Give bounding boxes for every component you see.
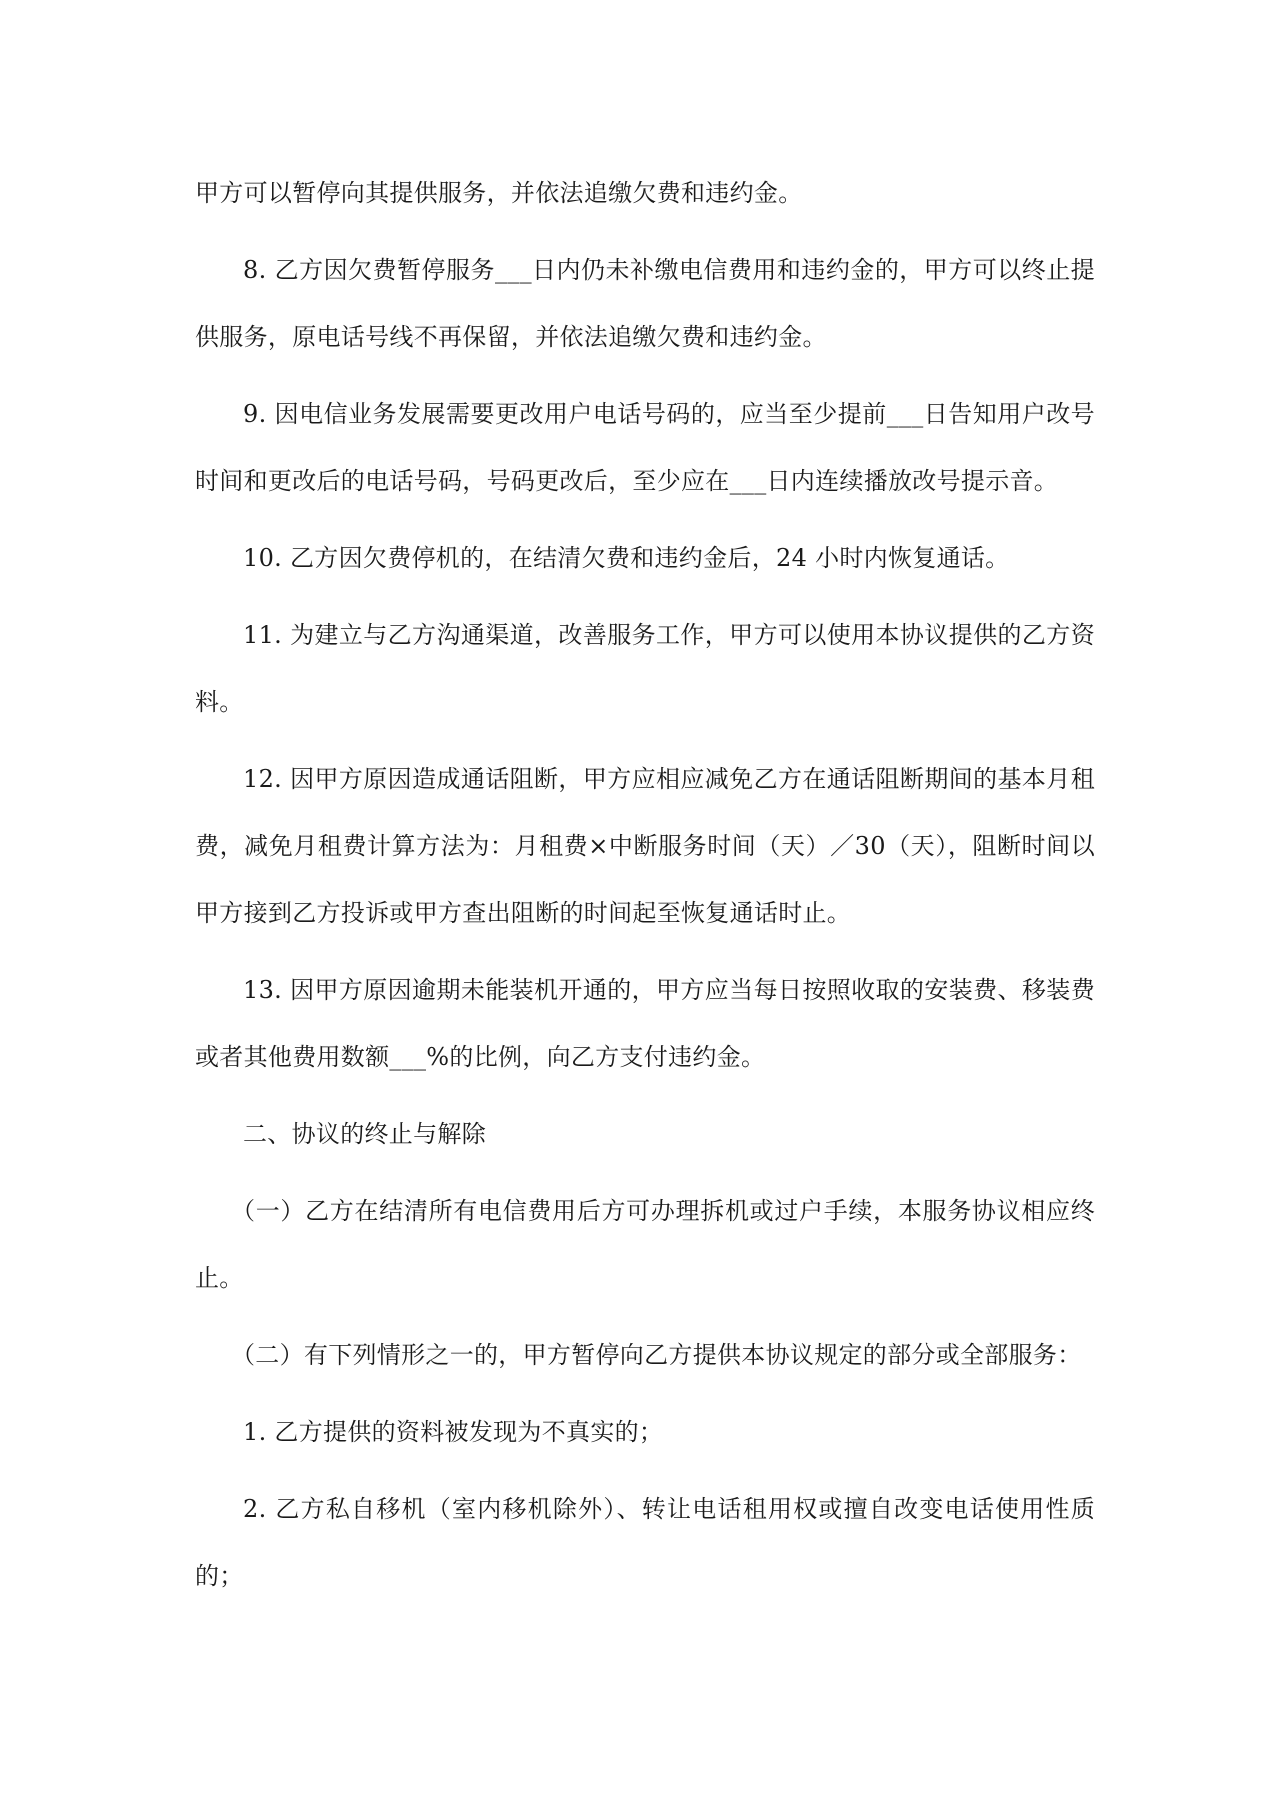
clause-10: 10. 乙方因欠费停机的，在结清欠费和违约金后，24 小时内恢复通话。 xyxy=(243,544,1010,572)
clause-9: 9. 因电信业务发展需要更改用户电话号码的，应当至少提前___日告知用户改号时间和更改后的电话号码，号码更改后，至少应在___日内连续播放改号提示音。 xyxy=(195,400,1095,495)
clause-13: 13. 因甲方原因逾期未能装机开通的，甲方应当每日按照收取的安装费、移装费或者其他费用数额___%的比例，向乙方支付违约金。 xyxy=(195,976,1095,1071)
subsection-2: （二）有下列情形之一的，甲方暂停向乙方提供本协议规定的部分或全部服务： xyxy=(231,1341,1082,1369)
document-page xyxy=(195,160,1095,1620)
list-item-2: 2. 乙方私自移机（室内移机除外）、转让电话租用权或擅自改变电话使用性质的； xyxy=(195,1495,1095,1590)
clause-8: 8. 乙方因欠费暂停服务___日内仍未补缴电信费用和违约金的，甲方可以终止提供服务，原电话号线不再保留，并依法追缴欠费和违约金。 xyxy=(195,256,1095,351)
list-item-1: 1. 乙方提供的资料被发现为不真实的； xyxy=(243,1418,664,1446)
clause-12: 12. 因甲方原因造成通话阻断，甲方应相应减免乙方在通话阻断期间的基本月租费，减免月租费计算方法为：月租费×中断服务时间（天）／30（天），阻断时间以甲方接到乙方投诉或甲方查出阻断的时间起至恢复通话时止。 xyxy=(195,765,1095,927)
paragraph-continuation: 甲方可以暂停向其提供服务，并依法追缴欠费和违约金。 xyxy=(195,179,803,207)
subsection-1: （一）乙方在结清所有电信费用后方可办理拆机或过户手续，本服务协议相应终止。 xyxy=(195,1197,1095,1292)
section-heading-termination: 二、协议的终止与解除 xyxy=(243,1120,486,1148)
clause-11: 11. 为建立与乙方沟通渠道，改善服务工作，甲方可以使用本协议提供的乙方资料。 xyxy=(195,621,1095,716)
